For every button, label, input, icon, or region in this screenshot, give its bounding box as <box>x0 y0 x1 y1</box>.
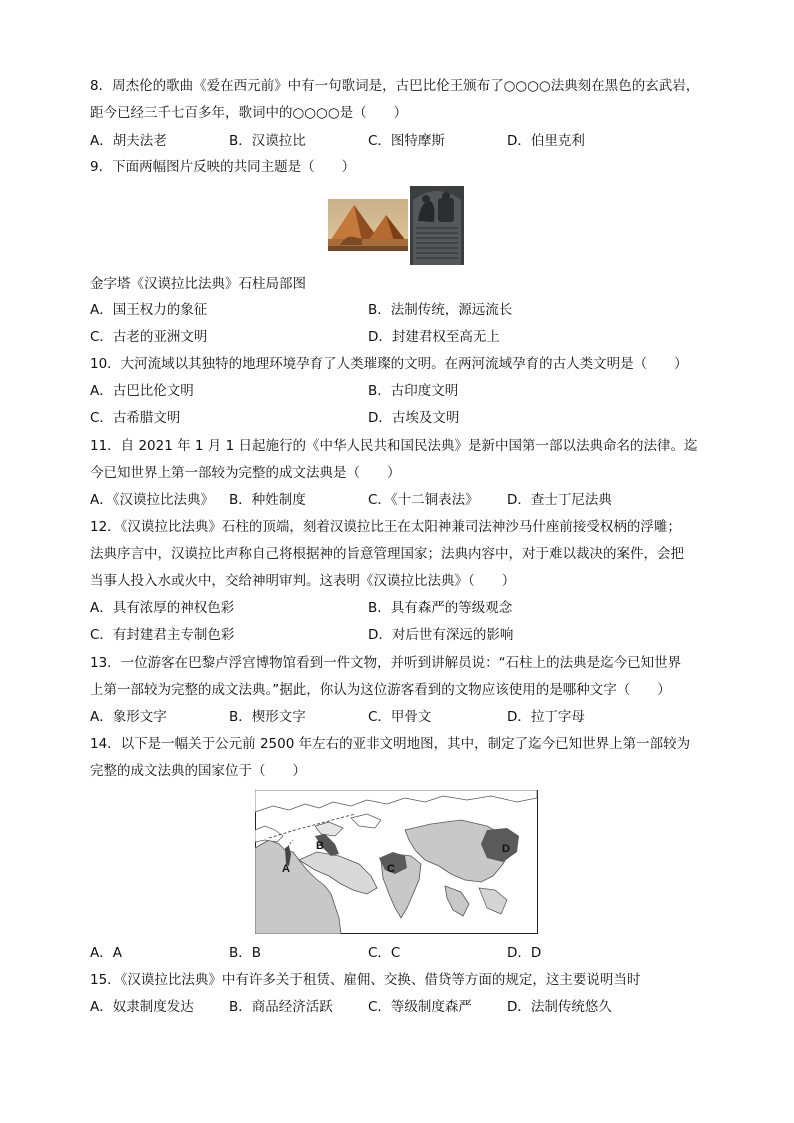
q11-option-b: B．种姓制度 <box>229 492 306 508</box>
q14-option-a: A．A <box>90 945 122 961</box>
q8-option-a: A．胡夫法老 <box>90 133 167 149</box>
map-label-d: D <box>502 843 510 855</box>
q14-option-d: D．D <box>507 945 542 961</box>
q10-stem-line1: 10．大河流域以其独特的地理环境孕育了人类璀璨的文明。在两河流域孕育的古人类文明是（ ） <box>90 356 688 372</box>
q15-option-d: D．法制传统悠久 <box>507 999 612 1015</box>
q13-option-d: D．拉丁字母 <box>507 709 585 725</box>
q8-option-c: C．图特摩斯 <box>368 133 445 149</box>
map-label-a: A <box>282 863 290 875</box>
q10-option-d: D．古埃及文明 <box>368 410 460 426</box>
q15-option-c: C．等级制度森严 <box>368 999 472 1015</box>
pyramid-image <box>328 199 408 251</box>
q9-option-c: C．古老的亚洲文明 <box>90 329 208 345</box>
q10-option-a: A．古巴比伦文明 <box>90 383 194 399</box>
q11-option-a: A．《汉谟拉比法典》 <box>90 492 214 508</box>
q14-stem-line2: 完整的成文法典的国家位于（ ） <box>90 763 306 779</box>
q8-option-d: D．伯里克利 <box>507 133 585 149</box>
q14-stem-line1: 14．以下是一幅关于公元前 2500 年左右的亚非文明地图，其中，制定了迄今已知世界上第一部较为 <box>90 736 691 752</box>
q13-option-a: A．象形文字 <box>90 709 167 725</box>
q9-option-a: A．国王权力的象征 <box>90 302 208 318</box>
q10-option-b: B．古印度文明 <box>368 383 459 399</box>
q11-option-d: D．查士丁尼法典 <box>507 492 612 508</box>
q9-image-caption: 金字塔《汉谟拉比法典》石柱局部图 <box>90 276 306 292</box>
q13-option-b: B．楔形文字 <box>229 709 306 725</box>
q9-option-b: B．法制传统，源远流长 <box>368 302 513 318</box>
q14-option-b: B．B <box>229 945 262 961</box>
map-label-c: C <box>387 863 395 875</box>
q12-option-b: B．具有森严的等级观念 <box>368 600 513 616</box>
hammurabi-stele-image <box>410 186 464 265</box>
q9-stem-line1: 9．下面两幅图片反映的共同主题是（ ） <box>90 159 356 175</box>
q11-stem-line1: 11．自 2021 年 1 月 1 日起施行的《中华人民共和国民法典》是新中国第一部以法典命名的法律。迄 <box>90 438 698 454</box>
q8-option-b: B．汉谟拉比 <box>229 133 306 149</box>
q12-option-d: D．对后世有深远的影响 <box>368 627 514 643</box>
q12-stem-line3: 当事人投入水或火中，交给神明审判。这表明《汉谟拉比法典》（ ） <box>90 573 516 589</box>
q9-option-d: D．封建君权至高无上 <box>368 329 500 345</box>
map-label-b: B <box>316 840 324 852</box>
q11-stem-line2: 今已知世界上第一部较为完整的成文法典是（ ） <box>90 465 401 481</box>
q12-stem-line1: 12．《汉谟拉比法典》石柱的顶端，刻着汉谟拉比王在太阳神兼司法神沙马什座前接受权柄的浮雕； <box>90 519 681 535</box>
afro-asian-civilizations-map <box>255 790 538 934</box>
q11-option-c: C．《十二铜表法》 <box>368 492 479 508</box>
q12-option-c: C．有封建君主专制色彩 <box>90 627 235 643</box>
q12-option-a: A．具有浓厚的神权色彩 <box>90 600 235 616</box>
q14-option-c: C．C <box>368 945 401 961</box>
q15-option-a: A．奴隶制度发达 <box>90 999 194 1015</box>
q13-stem-line1: 13．一位游客在巴黎卢浮宫博物馆看到一件文物，并听到讲解员说：“石柱上的法典是迄今已知世界 <box>90 655 682 671</box>
q15-option-b: B．商品经济活跃 <box>229 999 333 1015</box>
q13-stem-line2: 上第一部较为完整的成文法典。”据此，你认为这位游客看到的文物应该使用的是哪种文字（ ） <box>90 682 671 698</box>
q13-option-c: C．甲骨文 <box>368 709 432 725</box>
q8-stem-line1: 8．周杰伦的歌曲《爱在西元前》中有一句歌词是，古巴比伦王颁布了○○○○法典刻在黑色的玄武岩， <box>90 78 700 94</box>
q8-stem-line2: 距今已经三千七百多年，歌词中的○○○○是（ ） <box>90 105 408 121</box>
q10-option-c: C．古希腊文明 <box>90 410 181 426</box>
q12-stem-line2: 法典序言中，汉谟拉比声称自己将根据神的旨意管理国家；法典内容中，对于难以裁决的案件，会把 <box>90 546 684 562</box>
q15-stem-line1: 15．《汉谟拉比法典》中有许多关于租赁、雇佣、交换、借贷等方面的规定，这主要说明当时 <box>90 972 641 988</box>
